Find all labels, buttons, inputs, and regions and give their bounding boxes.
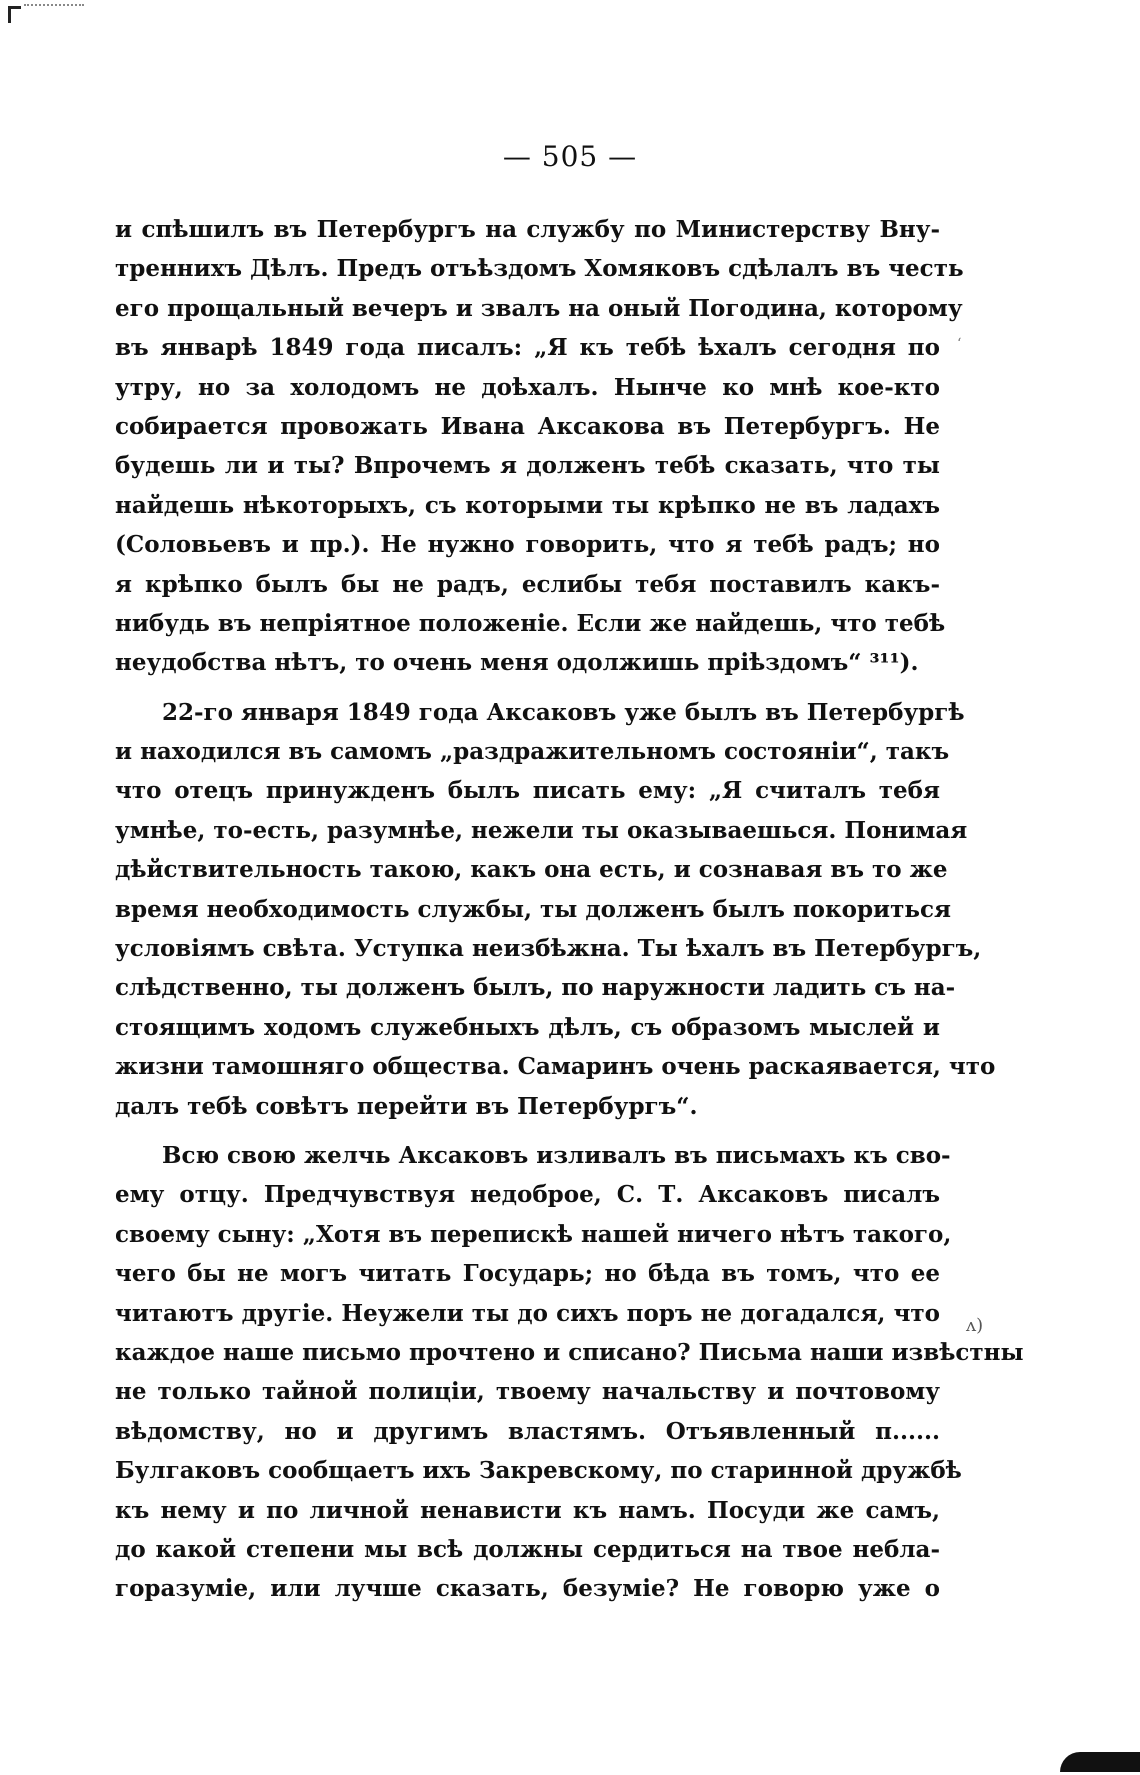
text-line: чего бы не могъ читать Государь; но бѣда въ томъ, что ее (115, 1260, 940, 1288)
text-line: умнѣе, то-есть, разумнѣе, нежели ты оказываешься. Понимая (115, 816, 968, 844)
scan-edge-dots (24, 4, 84, 8)
text-line: что отецъ принужденъ былъ писать ему: „Я считалъ тебя (115, 777, 940, 805)
text-line: неудобства нѣтъ, то очень меня одолжишь пріѣздомъ“ ³¹¹). (115, 649, 919, 677)
text-line: условіямъ свѣта. Уступка неизбѣжна. Ты ѣхалъ въ Петербургъ, (115, 935, 982, 963)
page-number: — 505 — (502, 140, 638, 173)
text-line: своему сыну: „Хотя въ перепискѣ нашей ничего нѣтъ такого, (115, 1220, 952, 1248)
text-line: вѣдомству, но и другимъ властямъ. Отъявленный п...... (115, 1417, 940, 1445)
text-line: будешь ли и ты? Впрочемъ я долженъ тебѣ сказать, что ты (115, 452, 940, 480)
text-line: его прощальный вечеръ и звалъ на оный Погодина, которому (115, 294, 963, 322)
text-line: время необходимость службы, ты долженъ былъ покориться (115, 895, 951, 923)
text-line: (Соловьевъ и пр.). Не нужно говорить, что я тебѣ радъ; но (115, 531, 940, 559)
text-line: и находился въ самомъ „раздражительномъ состояніи“, такъ (115, 738, 950, 766)
text-line: дѣйствительность такою, какъ она есть, и сознавая въ то же (115, 856, 948, 884)
text-line: собирается провожать Ивана Аксакова въ Петербургъ. Не (115, 412, 940, 440)
text-line: 22-го января 1849 года Аксаковъ уже былъ въ Петербургѣ (162, 698, 965, 726)
text-line: читаютъ другіе. Неужели ты до сихъ поръ не догадался, что (115, 1299, 940, 1327)
text-line: далъ тебѣ совѣтъ перейти въ Петербургъ“. (115, 1092, 698, 1120)
text-line: Булгаковъ сообщаетъ ихъ Закревскому, по старинной дружбѣ (115, 1457, 962, 1485)
scan-corner-mark (8, 6, 21, 23)
text-line: утру, но за холодомъ не доѣхалъ. Нынче ко мнѣ кое-кто (115, 373, 940, 401)
text-line: нибудь въ непріятное положеніе. Если же найдешь, что тебѣ (115, 609, 946, 637)
margin-mark: ʌ) (966, 1315, 984, 1336)
text-line: въ январѣ 1849 года писалъ: „Я къ тебѣ ѣхалъ сегодня по (115, 334, 940, 362)
text-line: я крѣпко былъ бы не радъ, еслибы тебя поставилъ какъ- (115, 570, 940, 598)
paragraph (115, 693, 996, 1126)
paragraph (115, 210, 964, 683)
body-text (115, 210, 1024, 1609)
text-line: жизни тамошняго общества. Самаринъ очень раскаявается, что (115, 1053, 996, 1081)
text-line: до какой степени мы всѣ должны сердиться на твое небла- (115, 1535, 940, 1563)
scan-edge-shadow (1060, 1752, 1140, 1772)
text-line: треннихъ Дѣлъ. Предъ отъѣздомъ Хомяковъ сдѣлалъ въ честь (115, 255, 964, 283)
text-line: ему отцу. Предчувствуя недоброе, С. Т. Аксаковъ писалъ (115, 1181, 940, 1209)
text-line: стоящимъ ходомъ служебныхъ дѣлъ, съ образомъ мыслей и (115, 1013, 940, 1041)
text-line: къ нему и по личной ненависти къ намъ. Посуди же самъ, (115, 1496, 940, 1524)
text-line: горазуміе, или лучше сказать, безуміе? Не говорю уже о (115, 1575, 940, 1603)
text-line: не только тайной полиціи, твоему начальству и почтовому (115, 1378, 940, 1406)
text-line: найдешь нѣкоторыхъ, съ которыми ты крѣпко не въ ладахъ (115, 491, 940, 519)
text-line: и спѣшилъ въ Петербургъ на службу по Министерству Вну- (115, 216, 940, 243)
margin-mark: ʻ (957, 336, 962, 352)
text-line: каждое наше письмо прочтено и списано? Письма наши извѣстны (115, 1338, 1024, 1366)
text-line: слѣдственно, ты долженъ былъ, по наружности ладить съ на- (115, 974, 956, 1002)
paragraph (115, 1136, 1024, 1609)
text-line: Всю свою желчь Аксаковъ изливалъ въ письмахъ къ сво- (162, 1141, 951, 1169)
